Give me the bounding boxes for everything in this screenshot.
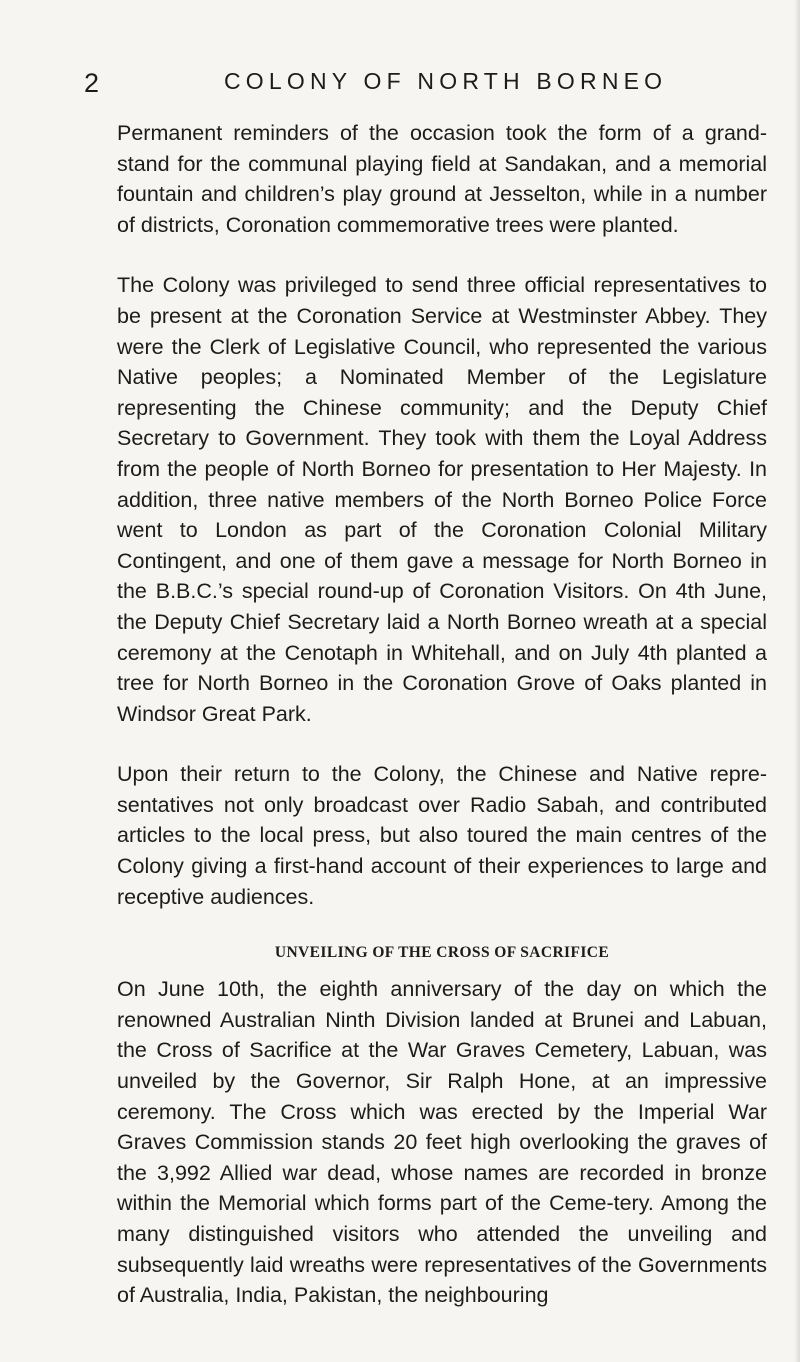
paragraph-permanent-reminders: Permanent reminders of the occasion took the form of a grand-stand for the communal playing field at Sandakan, and a memorial fountain and children’s play ground at Jesselton, while in a number of districts, Coronation commemorative trees were planted. xyxy=(117,121,767,237)
paragraph-cross-of-sacrifice: On June 10th, the eighth anniversary of the day on which the renowned Australian Ninth Division landed at Brunei and Labuan, the Cross of Sacrifice at the War Graves Cemetery, Labuan, was unveiled by the Governor, Sir Ralph Hone, at an impressive ceremony. The Cross which was erected by the Imperial War Graves Commission stands 20 feet high overlooking the graves of the 3,992 Allied war dead, whose names are recorded in bronze within the Memorial which forms part of the Ceme-tery. Among the many distinguished visitors who attended the unveiling and subsequently laid wreaths were representatives of the Governments of Australia, India, Pakistan, the neighbouring xyxy=(117,977,767,1308)
page-edge-shadow xyxy=(794,0,800,1362)
page-header xyxy=(0,62,800,102)
paragraph-official-representatives: The Colony was privileged to send three official representatives to be present at the Coronation Service at Westminster Abbey. They were the Clerk of Legislative Council, who represented the various Native peoples; a Nominated Member of the Legislature representing the Chinese community; and the Deputy Chief Secretary to Government. They took with them the Loyal Address from the people of North Borneo for presentation to Her Majesty. In addition, three native members of the North Borneo Police Force went to London as part of the Coronation Colonial Military Contingent, and one of them gave a message for North Borneo in the B.B.C.’s special round-up of Coronation Visitors. On 4th June, the Deputy Chief Secretary laid a North Borneo wreath at a special ceremony at the Cenotaph in Whitehall, and on July 4th planted a tree for North Borneo in the Coronation Grove of Oaks planted in Windsor Great Park. xyxy=(117,273,767,726)
page-number: 2 xyxy=(84,68,100,98)
running-head: COLONY OF NORTH BORNEO xyxy=(224,68,668,94)
section-heading: UNVEILING OF THE CROSS OF SACRIFICE xyxy=(274,944,610,962)
body-text xyxy=(117,118,767,1311)
paragraph-return-to-colony: Upon their return to the Colony, the Chinese and Native repre-sentatives not only broadcast over Radio Sabah, and contributed articles to the local press, but also toured the main centres of the Colony giving a first-hand account of their experiences to large and receptive audiences. xyxy=(117,762,767,909)
